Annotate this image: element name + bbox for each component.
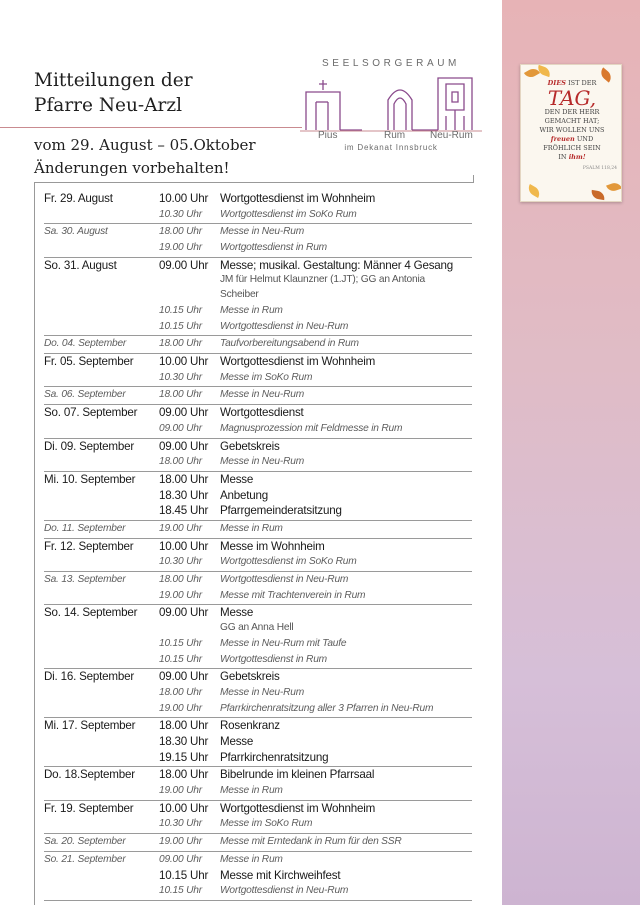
event-date: Sa. 20. September — [44, 836, 126, 848]
event-time: 18.00 Uhr — [159, 686, 202, 698]
event-date — [44, 319, 159, 335]
schedule-day — [44, 521, 472, 539]
event-time: 09.00 Uhr — [159, 406, 209, 420]
event-date: Sa. 06. September — [44, 389, 126, 401]
schedule-row — [44, 336, 472, 352]
event-description: Wortgottesdienst in Neu-Rum — [220, 574, 349, 586]
page-title: Mitteilungen der Pfarre Neu-Arzl — [34, 70, 193, 116]
event-description: Pfarrkirchenratsitzung — [220, 750, 329, 764]
schedule-day — [44, 718, 472, 767]
schedule-day — [44, 801, 472, 834]
event-description: Messe — [220, 735, 254, 749]
event-description: Messe im SoKo Rum — [220, 818, 313, 830]
event-time — [159, 273, 220, 288]
event-description: Rosenkranz — [220, 719, 280, 733]
event-description: Messe in Rum — [220, 785, 283, 797]
schedule-row — [44, 883, 472, 899]
schedule-row — [44, 605, 472, 621]
schedule-row — [44, 636, 472, 652]
event-description: Wortgottesdienst in Rum — [220, 653, 327, 665]
event-date: Fr. 05. September — [44, 355, 134, 369]
event-time — [159, 621, 220, 636]
event-time: 19.00 Uhr — [159, 589, 202, 601]
event-date — [44, 883, 159, 899]
event-time: 09.00 Uhr — [159, 439, 209, 453]
event-description: Wortgottesdienst im Wohnheim — [220, 801, 376, 815]
schedule-row — [44, 685, 472, 701]
schedule-table — [44, 191, 472, 901]
event-time: 09.00 Uhr — [159, 670, 209, 684]
event-date — [44, 503, 159, 519]
event-description: JM für Helmut Klaunzner (1.JT); GG an Antonia — [220, 274, 426, 286]
event-date — [44, 636, 159, 652]
event-date: Di. 09. September — [44, 439, 135, 453]
event-date — [44, 868, 159, 884]
event-description: Messe — [220, 472, 254, 486]
event-time: 19.15 Uhr — [159, 750, 209, 764]
schedule-row — [44, 554, 472, 570]
schedule-row — [44, 834, 472, 850]
event-time: 10.30 Uhr — [159, 371, 202, 383]
event-description: Magnusprozession mit Feldmesse in Rum — [220, 422, 403, 434]
event-time: 18.45 Uhr — [159, 504, 209, 518]
event-time: 09.00 Uhr — [159, 258, 209, 272]
event-time: 10.15 Uhr — [159, 653, 202, 665]
event-time: 18.00 Uhr — [159, 472, 209, 486]
page-subtitle: vom 29. August – 05.Oktober Änderungen vorbehalten! — [34, 136, 256, 177]
event-date — [44, 421, 159, 437]
schedule-row — [44, 816, 472, 832]
logo-parish-rum: Rum — [384, 130, 406, 141]
event-description: Messe in Rum — [220, 305, 283, 317]
event-date — [44, 816, 159, 832]
schedule-row — [44, 303, 472, 319]
event-time: 10.00 Uhr — [159, 355, 209, 369]
schedule-row — [44, 191, 472, 207]
event-description: Messe in Rum — [220, 522, 283, 534]
event-description: Wortgottesdienst im SoKo Rum — [220, 556, 357, 568]
event-description: Pfarrgemeinderatsitzung — [220, 504, 342, 518]
event-description: Messe in Rum — [220, 853, 283, 865]
schedule-row — [44, 718, 472, 734]
event-time: 19.00 Uhr — [159, 836, 202, 848]
event-date: So. 21. September — [44, 853, 126, 865]
event-time: 19.00 Uhr — [159, 242, 202, 254]
event-time: 10.15 Uhr — [159, 868, 209, 882]
event-date — [44, 288, 159, 303]
title-divider — [0, 127, 302, 128]
schedule-row — [44, 783, 472, 799]
schedule-row — [44, 503, 472, 519]
event-date — [44, 783, 159, 799]
event-date: Fr. 29. August — [44, 192, 113, 205]
event-time: 19.00 Uhr — [159, 702, 202, 714]
schedule-day — [44, 669, 472, 718]
event-description: Anbetung — [220, 488, 269, 502]
event-description: Wortgottesdienst in Neu-Rum — [220, 320, 349, 332]
schedule-row — [44, 588, 472, 604]
event-description: Wortgottesdienst in Neu-Rum — [220, 885, 349, 897]
schedule-row — [44, 734, 472, 750]
schedule-row — [44, 488, 472, 504]
event-date — [44, 652, 159, 668]
schedule-row — [44, 288, 472, 303]
event-time: 18.00 Uhr — [159, 389, 202, 401]
schedule-day — [44, 336, 472, 354]
event-date: Sa. 30. August — [44, 226, 108, 238]
logo-parish-pius: Pius — [318, 130, 338, 141]
event-description: Scheiber — [220, 289, 259, 301]
event-date — [44, 685, 159, 701]
event-time: 09.00 Uhr — [159, 422, 202, 434]
schedule-day — [44, 472, 472, 521]
schedule-row — [44, 354, 472, 370]
event-description: Bibelrunde im kleinen Pfarrsaal — [220, 768, 375, 782]
schedule-day — [44, 224, 472, 257]
event-description: GG an Anna Hell — [220, 622, 294, 634]
church-windows-icon — [300, 70, 482, 132]
schedule-day — [44, 387, 472, 405]
event-date: Do. 11. September — [44, 522, 126, 534]
event-date: Mi. 10. September — [44, 472, 136, 486]
schedule-day — [44, 539, 472, 572]
event-date — [44, 370, 159, 386]
event-date: So. 07. September — [44, 406, 138, 420]
schedule-row — [44, 750, 472, 766]
event-time: 09.00 Uhr — [159, 606, 209, 620]
event-date — [44, 207, 159, 223]
event-date — [44, 734, 159, 750]
event-time: 18.30 Uhr — [159, 488, 209, 502]
event-description: Wortgottesdienst im Wohnheim — [220, 355, 376, 369]
schedule-row — [44, 370, 472, 386]
event-time: 10.30 Uhr — [159, 556, 202, 568]
event-description: Wortgottesdienst im Wohnheim — [220, 192, 376, 205]
event-time: 10.00 Uhr — [159, 192, 209, 205]
event-description: Wortgottesdienst — [220, 406, 304, 420]
event-time: 10.00 Uhr — [159, 539, 209, 553]
event-date — [44, 240, 159, 256]
schedule-row — [44, 669, 472, 685]
event-description: Messe; musikal. Gestaltung: Männer 4 Gesang — [220, 258, 454, 272]
event-time: 09.00 Uhr — [159, 853, 202, 865]
event-time: 18.00 Uhr — [159, 574, 202, 586]
event-description: Messe mit Trachtenverein in Rum — [220, 589, 366, 601]
event-time: 10.15 Uhr — [159, 637, 202, 649]
schedule-row — [44, 240, 472, 256]
schedule-day — [44, 439, 472, 472]
event-time: 10.30 Uhr — [159, 208, 202, 220]
schedule-row — [44, 521, 472, 537]
event-description: Messe im Wohnheim — [220, 539, 325, 553]
event-description: Pfarrkirchenratsitzung aller 3 Pfarren in Neu-Rum — [220, 702, 434, 714]
schedule-row — [44, 767, 472, 783]
event-date — [44, 701, 159, 717]
event-time: 10.00 Uhr — [159, 801, 209, 815]
event-date — [44, 750, 159, 766]
event-date: Di. 16. September — [44, 670, 135, 684]
event-description: Messe in Neu-Rum — [220, 686, 304, 698]
schedule-day — [44, 605, 472, 669]
logo-wordmark: SEELSORGERAUM — [322, 58, 460, 69]
schedule-row — [44, 421, 472, 437]
logo-dekanat: im Dekanat Innsbruck — [344, 143, 438, 152]
event-date: Do. 18.September — [44, 768, 135, 782]
event-date — [44, 454, 159, 470]
schedule-row — [44, 472, 472, 488]
schedule-day — [44, 852, 472, 901]
event-time: 18.00 Uhr — [159, 226, 202, 238]
schedule-row — [44, 387, 472, 403]
event-time: 10.30 Uhr — [159, 818, 202, 830]
event-date: So. 14. September — [44, 606, 138, 620]
schedule-row — [44, 224, 472, 240]
event-time: 19.00 Uhr — [159, 785, 202, 797]
event-time: 18.00 Uhr — [159, 768, 209, 782]
schedule-row — [44, 868, 472, 884]
event-time: 18.00 Uhr — [159, 338, 202, 350]
event-date: Do. 04. September — [44, 338, 127, 350]
event-description: Messe in Neu-Rum — [220, 389, 304, 401]
event-description: Messe in Neu-Rum mit Taufe — [220, 637, 347, 649]
logo-parish-neu-rum: Neu-Rum — [430, 130, 473, 141]
event-date — [44, 488, 159, 504]
schedule-row — [44, 405, 472, 421]
schedule-day — [44, 258, 472, 337]
seelsorgeraum-logo — [300, 56, 482, 156]
schedule-row — [44, 273, 472, 288]
schedule-day — [44, 405, 472, 438]
event-time: 18.30 Uhr — [159, 735, 209, 749]
schedule-day — [44, 572, 472, 605]
event-date — [44, 588, 159, 604]
event-date: Mi. 17. September — [44, 719, 136, 733]
schedule-day — [44, 354, 472, 387]
schedule-row — [44, 801, 472, 817]
event-description: Wortgottesdienst in Rum — [220, 242, 327, 254]
schedule-day — [44, 834, 472, 852]
event-date — [44, 554, 159, 570]
event-time: 10.15 Uhr — [159, 320, 202, 332]
event-time: 18.00 Uhr — [159, 719, 209, 733]
event-description: Messe mit Kirchweihfest — [220, 868, 341, 882]
event-description: Messe — [220, 606, 254, 620]
schedule-row — [44, 319, 472, 335]
event-date — [44, 273, 159, 288]
schedule-row — [44, 258, 472, 274]
psalm-card — [520, 64, 622, 202]
psalm-quote: DIES IST DER TAG, DEN DER HERR GEMACHT HAT; WIR WOLLEN UNS freuen UND FRÖHLICH SEIN IN ihm! PSALM 118,24 — [539, 79, 617, 171]
event-description: Messe in Neu-Rum — [220, 456, 304, 468]
event-date — [44, 621, 159, 636]
event-description: Messe mit Erntedank in Rum für den SSR — [220, 836, 402, 848]
schedule-day — [44, 191, 472, 224]
schedule-row — [44, 572, 472, 588]
event-description: Messe im SoKo Rum — [220, 371, 313, 383]
event-description: Wortgottesdienst im SoKo Rum — [220, 208, 357, 220]
event-time: 10.15 Uhr — [159, 305, 202, 317]
schedule-row — [44, 207, 472, 223]
event-time: 10.15 Uhr — [159, 885, 202, 897]
event-description: Gebetskreis — [220, 670, 280, 684]
event-date: Sa. 13. September — [44, 574, 126, 586]
event-description: Messe in Neu-Rum — [220, 226, 304, 238]
schedule-row — [44, 454, 472, 470]
event-description: Taufvorbereitungsabend in Rum — [220, 338, 359, 350]
schedule-row — [44, 652, 472, 668]
schedule-left-rule — [34, 182, 35, 905]
schedule-top-rule — [34, 182, 473, 183]
event-date: Fr. 12. September — [44, 539, 134, 553]
event-date — [44, 303, 159, 319]
event-description: Gebetskreis — [220, 439, 280, 453]
schedule-row — [44, 621, 472, 636]
event-time: 19.00 Uhr — [159, 522, 202, 534]
schedule-row — [44, 701, 472, 717]
event-time: 18.00 Uhr — [159, 456, 202, 468]
event-date: So. 31. August — [44, 258, 117, 272]
schedule-corner-tick — [473, 175, 474, 183]
event-date: Fr. 19. September — [44, 801, 134, 815]
schedule-day — [44, 767, 472, 800]
schedule-row — [44, 439, 472, 455]
event-time — [159, 288, 220, 303]
schedule-row — [44, 539, 472, 555]
schedule-row — [44, 852, 472, 868]
